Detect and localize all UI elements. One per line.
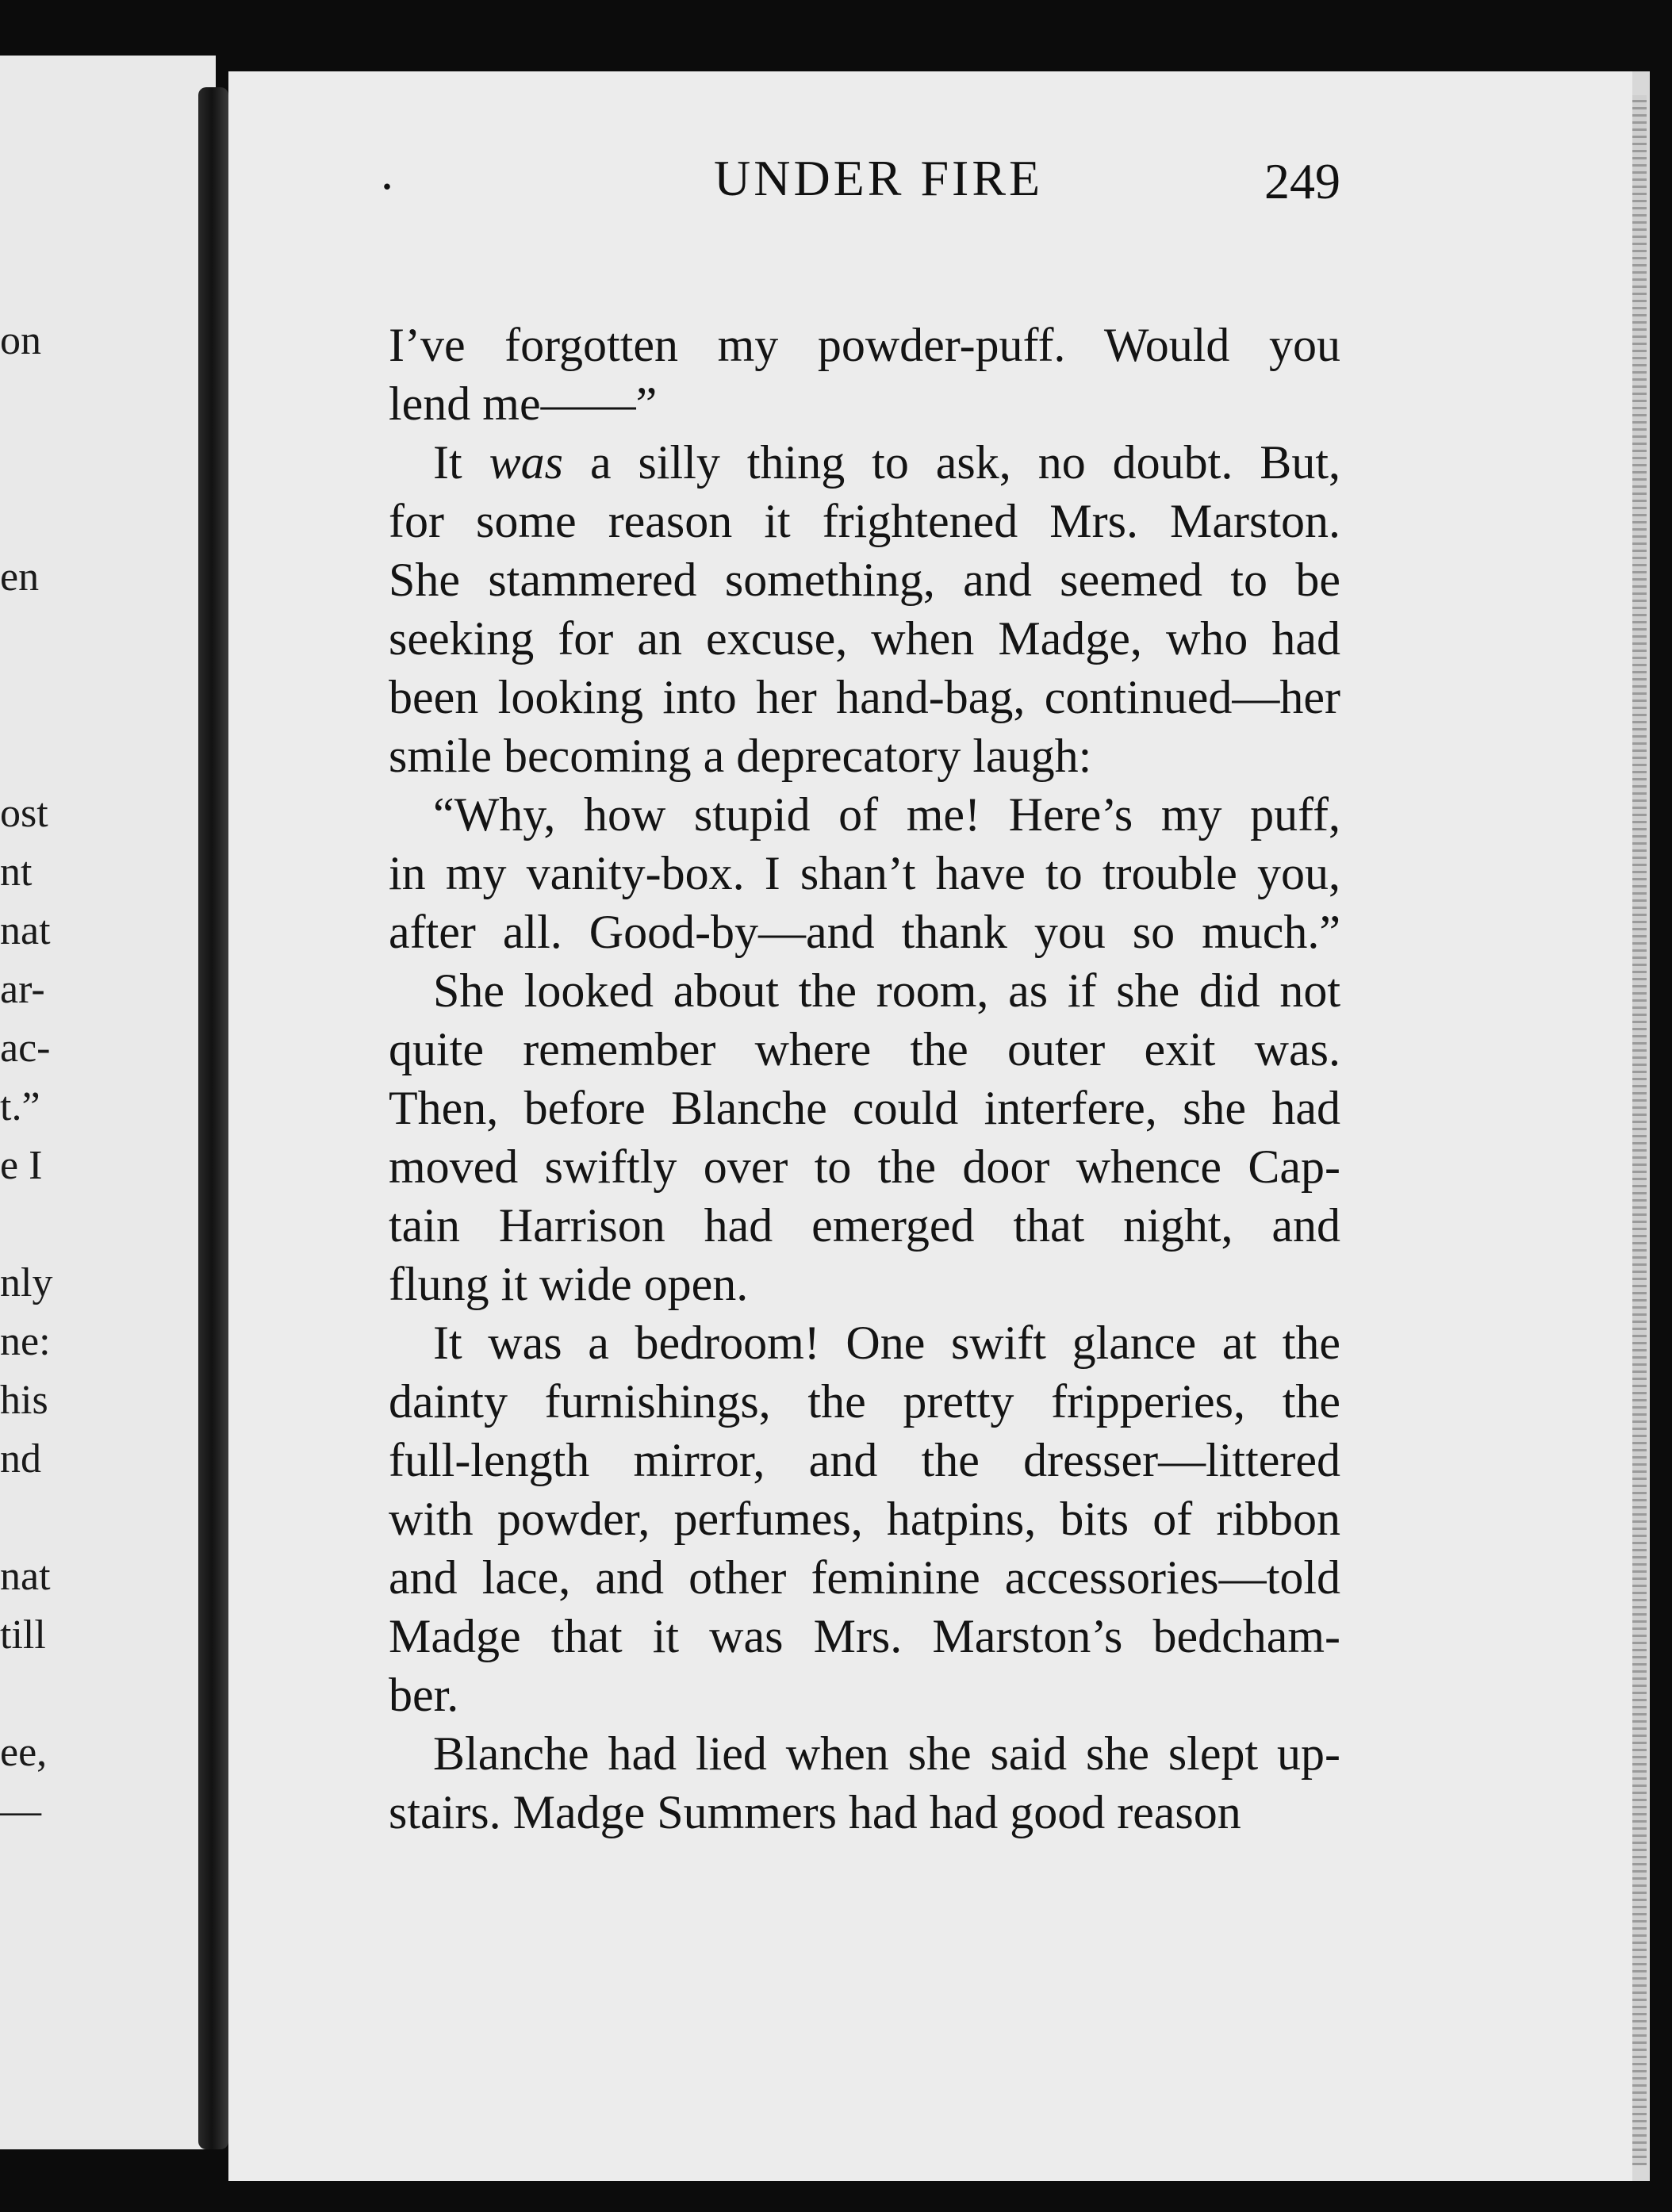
page-body (389, 316, 1340, 1842)
left-fragment: ac- (0, 1025, 51, 1071)
page-number: 249 (1264, 153, 1340, 209)
text-line: seeking for an excuse, when Madge, who had (389, 612, 1340, 665)
text-line: tain Harrison had emerged that night, and (389, 1199, 1340, 1252)
text-line: I’ve forgotten my powder-puff. Would you (389, 319, 1340, 371)
text-line: ber. (389, 1669, 459, 1721)
book-gutter (198, 87, 228, 2149)
text-line: lend me——” (389, 378, 658, 430)
left-fragment: ost (0, 791, 48, 836)
left-fragment: his (0, 1378, 48, 1423)
text-line: Madge that it was Mrs. Marston’s bedcham- (389, 1610, 1340, 1662)
left-fragment: till (0, 1612, 46, 1658)
left-fragment: nat (0, 908, 51, 953)
text-line: after all. Good-by—and thank you so much.” (389, 906, 1340, 958)
text-line-italic: It was a silly thing to ask, no doubt. But, (433, 436, 1340, 489)
text-line: full-length mirror, and the dresser—littered (389, 1434, 1340, 1486)
left-fragment: on (0, 318, 41, 363)
text-line: flung it wide open. (389, 1258, 749, 1310)
left-fragment: nat (0, 1554, 51, 1599)
left-fragment: en (0, 554, 40, 600)
text-line: It was a bedroom! One swift glance at the (433, 1317, 1340, 1369)
left-fragment: ne: (0, 1319, 51, 1364)
text-line: dainty furnishings, the pretty fripperies, the (389, 1375, 1340, 1428)
page-edge (1632, 95, 1647, 2165)
text-line: moved swiftly over to the door whence Cap- (389, 1141, 1340, 1193)
running-title: UNDER FIRE (714, 150, 1044, 206)
left-fragment: ar- (0, 967, 45, 1012)
left-fragment: e I (0, 1143, 43, 1188)
previous-page-strip (0, 56, 216, 2149)
text-line: for some reason it frightened Mrs. Marston. (389, 495, 1340, 547)
text-line: in my vanity-box. I shan’t have to trouble you, (389, 847, 1340, 899)
text-line: Then, before Blanche could interfere, she had (389, 1082, 1340, 1134)
header-dot: . (381, 144, 393, 200)
text-line: been looking into her hand-bag, continued—her (389, 671, 1340, 723)
left-fragment: — (0, 1788, 41, 1834)
running-header (381, 144, 1340, 213)
left-fragment: nly (0, 1260, 53, 1305)
left-fragment: nt (0, 849, 33, 895)
text-line: with powder, perfumes, hatpins, bits of ribbon (389, 1493, 1340, 1545)
italic-word: was (489, 436, 563, 489)
text-line: She looked about the room, as if she did not (433, 964, 1340, 1017)
left-fragment: t.” (0, 1084, 40, 1129)
left-fragment: ee, (0, 1730, 48, 1775)
left-fragment: nd (0, 1436, 41, 1482)
text-line: She stammered something, and seemed to be (389, 554, 1340, 606)
text-line: smile becoming a deprecatory laugh: (389, 730, 1092, 782)
text-line: quite remember where the outer exit was. (389, 1023, 1340, 1075)
text-line: “Why, how stupid of me! Here’s my puff, (433, 788, 1340, 841)
text-line: stairs. Madge Summers had had good reason (389, 1786, 1241, 1838)
text-line: Blanche had lied when she said she slept up- (433, 1727, 1340, 1780)
text-line: and lace, and other feminine accessories—told (389, 1551, 1340, 1604)
